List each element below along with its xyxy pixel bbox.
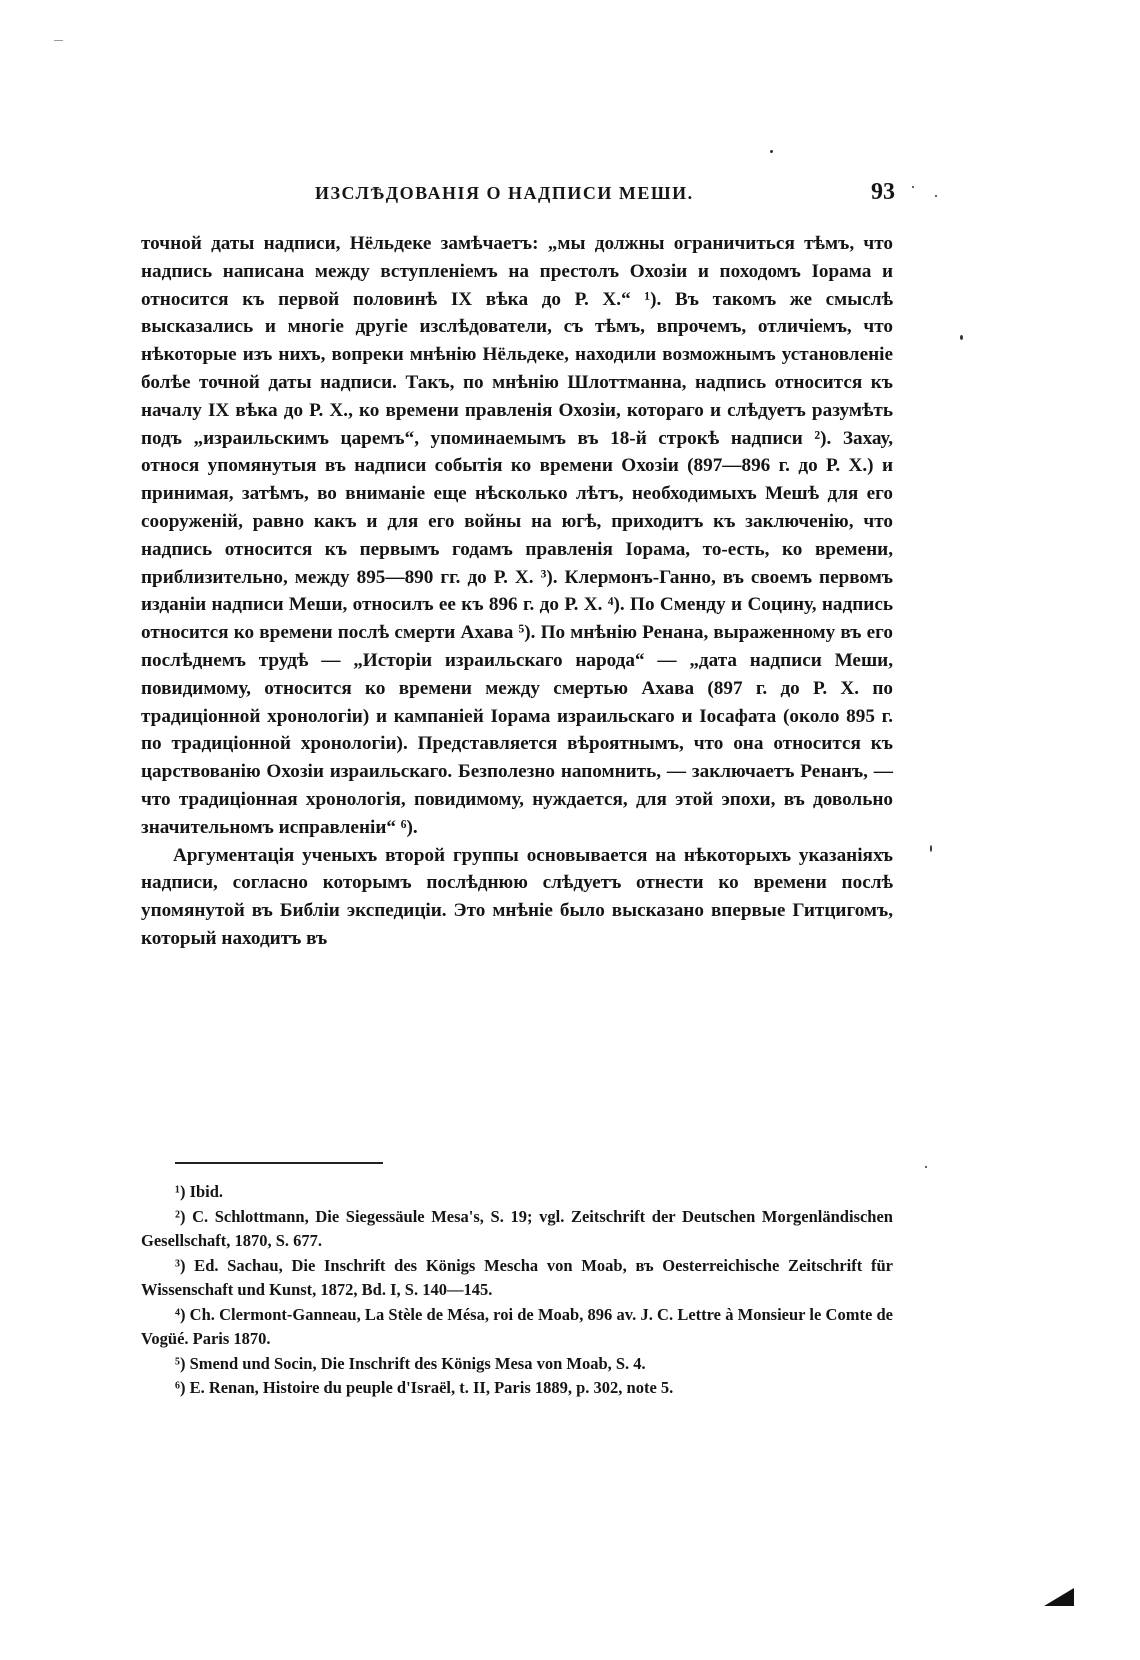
footnote-3: ³) Ed. Sachau, Die Inschrift des Königs Mescha von Moab, въ Oesterreichische Zeitschrift für Wissenschaft und Kunst, 1872, Bd. I, S. 140—145. [141,1255,893,1299]
scan-speck [912,186,914,188]
scan-speck [925,1166,927,1168]
scan-speck [930,845,932,852]
page-header [140,179,895,207]
footnote-5: ⁵) Smend und Socin, Die Inschrift des Königs Mesa von Moab, S. 4. [175,1353,646,1373]
scan-speck [770,150,773,153]
footnote-4: ⁴) Ch. Clermont-Ganneau, La Stèle de Mésa, roi de Moab, 896 av. J. C. Lettre à Monsieur le Comte de Vogüé. Paris 1870. [141,1304,893,1348]
footnote-2: ²) C. Schlottmann, Die Siegessäule Mesa's, S. 19; vgl. Zeitschrift der Deutschen Morgenländischen Gesellschaft, 1870, S. 677. [141,1206,893,1250]
footnote-rule [175,1162,383,1164]
paragraph: Аргументація ученыхъ второй группы основывается на нѣкоторыхъ указаніяхъ надписи, согласно которымъ послѣднюю слѣдуетъ отнести ко времени послѣ упомянутой въ Библіи экспедиціи. Это мнѣніе было высказано впервые Гитцигомъ, который находитъ въ [141,844,893,949]
running-title: ИЗСЛѢДОВАНІЯ О НАДПИСИ МЕШИ. [315,183,694,203]
scan-corner-blot [1044,1588,1074,1606]
footnote-6: ⁶) E. Renan, Histoire du peuple d'Israël, t. II, Paris 1889, p. 302, note 5. [175,1378,674,1397]
footnotes [141,1180,893,1401]
footnote-1: ¹) Ibid. [175,1182,224,1201]
paragraph: точной даты надписи, Нёльдеке замѣчаетъ: „мы должны ограничиться тѣмъ, что надпись написана между вступленіемъ на престолъ Охозіи и походомъ Іорама и относится къ первой половинѣ IX вѣка до Р. Х.“ ¹). Въ такомъ же смыслѣ высказались и многіе другіе изслѣдователи, съ тѣмъ, впрочемъ, отличіемъ, что нѣкоторые изъ нихъ, вопреки мнѣнію Нёльдеке, находили возможнымъ установленіе болѣе точной даты надписи. Такъ, по мнѣнію Шлоттманна, надпись относится къ началу IX вѣка до Р. Х., ко времени правленія Охозіи, котораго и слѣдуетъ разумѣть подъ „израильскимъ царемъ“, упоминаемымъ въ 18-й строкѣ надписи ²). Захау, относя упомянутыя въ надписи событія ко времени Охозіи (897—896 г. до Р. Х.) и принимая, затѣмъ, во вниманіе еще нѣсколько лѣтъ, необходимыхъ Мешѣ для его сооруженій, равно какъ и для его войны на югѣ, приходитъ къ заключенію, что надпись относится къ первымъ годамъ правленія Іорама, то-есть, ко времени, приблизительно, между 895—890 гг. до Р. Х. ³). Клермонъ-Ганно, въ своемъ первомъ изданіи надписи Меши, относилъ ее къ 896 г. до Р. Х. ⁴). По Сменду и Социну, надпись относится ко времени послѣ смерти Ахава ⁵). По мнѣнію Ренана, выраженному въ его послѣднемъ трудѣ — „Исторіи израильскаго народа“ — „дата надписи Меши, повидимому, относится ко времени между смертью Ахава (897 г. до Р. Х. по традиціонной хронологіи) и кампаніей Іорама израильскаго и Іосафата (около 895 г. по традиціонной хронологіи). Представляется вѣроятнымъ, что она относится къ царствованію Охозіи израильскаго. Безполезно напомнить, — заключаетъ Ренанъ, — что традиціонная хронологія, повидимому, нуждается, для этой эпохи, въ довольно значительномъ исправленіи“ ⁶). [141,233,893,838]
main-text [141,230,893,953]
scan-speck [935,195,937,197]
page-number: 93 [871,179,895,205]
page-edge-mark [54,40,63,41]
scan-speck [960,335,963,340]
